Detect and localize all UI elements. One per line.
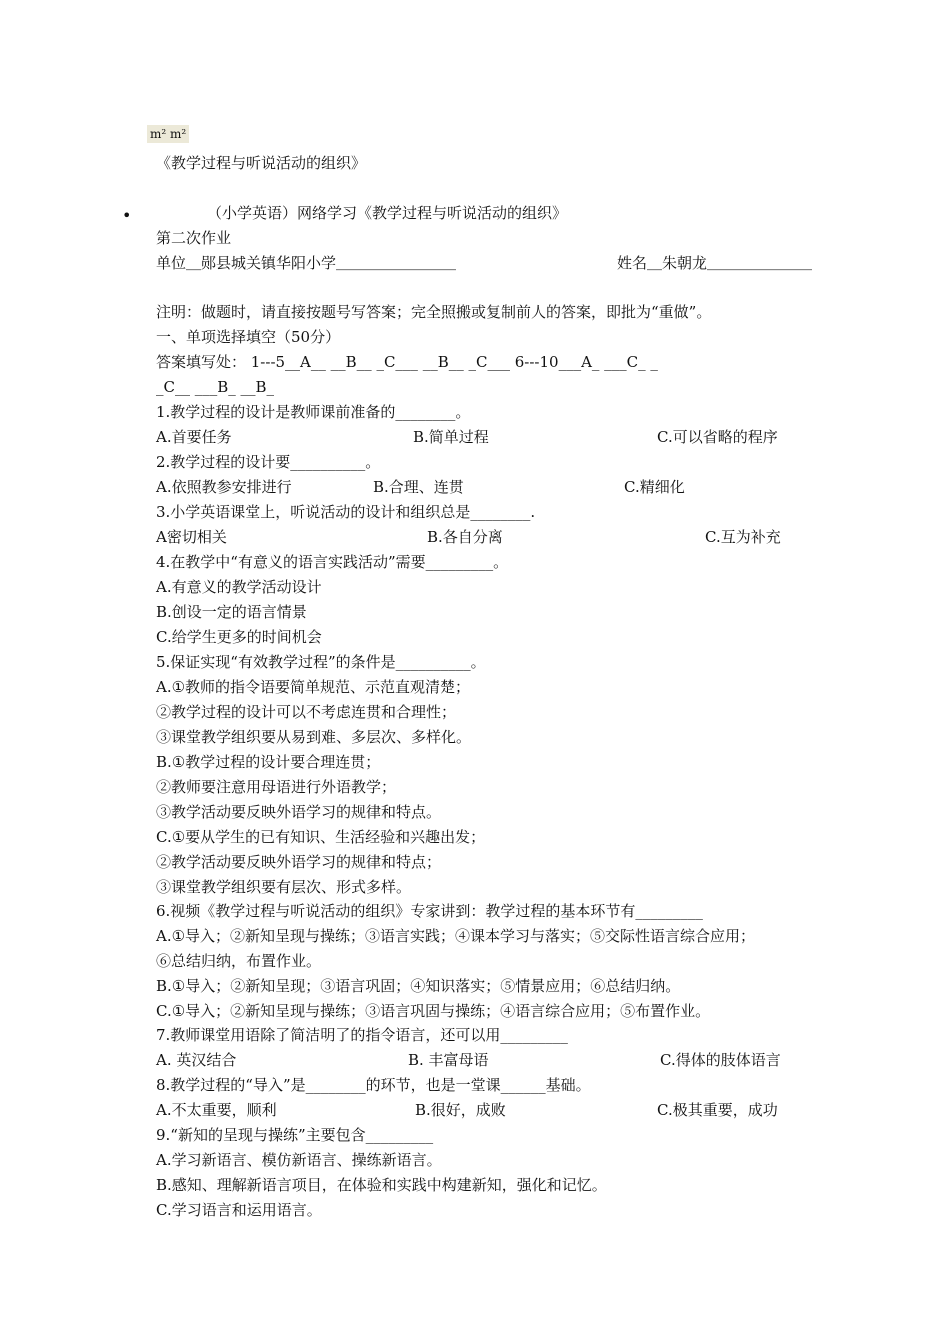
q5-option-b-1: B.①教学过程的设计要合理连贯； (156, 753, 381, 771)
note: 注明：做题时，请直接按题号写答案；完全照搬或复制前人的答案，即批为“重做”。 (156, 303, 712, 321)
q4-option-c: C.给学生更多的时间机会 (156, 628, 322, 646)
answer-line-1: 答案填写处： 1---5__A__ __B__ _C___ __B__ _C___ 6---10___A_ ___C_ _ (156, 353, 658, 371)
unit-field: 单位＿郧县城关镇华阳小学＿＿＿＿＿＿＿＿ (156, 254, 457, 272)
question-2: 2.教学过程的设计要__________。 (156, 453, 381, 471)
q5-option-c-1: C.①要从学生的已有知识、生活经验和兴趣出发； (156, 828, 486, 846)
question-5: 5.保证实现“有效教学过程”的条件是__________。 (156, 653, 486, 671)
q5-option-b-2: ②教师要注意用母语进行外语教学； (156, 778, 397, 796)
question-8: 8.教学过程的“导入”是________的环节，也是一堂课______基础。 (156, 1076, 591, 1094)
q5-option-c-2: ②教学活动要反映外语学习的规律和特点； (156, 853, 442, 871)
question-7: 7.教师课堂用语除了简洁明了的指令语言，还可以用_________ (156, 1026, 568, 1044)
q4-option-a: A.有意义的教学活动设计 (156, 578, 322, 596)
question-4: 4.在教学中“有意义的语言实践活动”需要_________。 (156, 553, 509, 571)
question-6: 6.视频《教学过程与听说活动的组织》专家讲到：教学过程的基本环节有_________ (156, 902, 703, 920)
q8-option-a: A.不太重要，顺利 (156, 1101, 277, 1119)
q5-option-a-2: ②教学过程的设计可以不考虑连贯和合理性； (156, 703, 457, 721)
q6-option-a-1: A.①导入；②新知呈现与操练；③语言实践；④课本学习与落实；⑤交际性语言综合应用； (156, 927, 756, 945)
q1-option-b: B.简单过程 (413, 428, 489, 446)
name-field: 姓名＿朱朝龙＿＿＿＿＿＿＿ (617, 254, 813, 272)
q2-option-b: B.合理、连贯 (373, 478, 464, 496)
q7-option-c: C.得体的肢体语言 (660, 1051, 781, 1069)
q9-option-b: B.感知、理解新语言项目，在体验和实践中构建新知，强化和记忆。 (156, 1176, 607, 1194)
q3-option-c: C.互为补充 (705, 528, 781, 546)
q1-option-a: A.首要任务 (156, 428, 232, 446)
answer-line-2: _C__ ___B_ __B_ (156, 378, 275, 396)
course-title: （小学英语）网络学习《教学过程与听说活动的组织》 (207, 204, 568, 222)
question-9: 9.“新知的呈现与操练”主要包含_________ (156, 1126, 434, 1144)
q6-option-a-2: ⑥总结归纳，布置作业。 (156, 952, 322, 970)
q5-option-c-3: ③课堂教学组织要有层次、形式多样。 (156, 878, 412, 896)
q6-option-c: C.①导入；②新知呈现与操练；③语言巩固与操练；④语言综合应用；⑤布置作业。 (156, 1002, 711, 1020)
q9-option-a: A.学习新语言、模仿新语言、操练新语言。 (156, 1151, 442, 1169)
q2-option-c: C.精细化 (624, 478, 685, 496)
doc-title: 《教学过程与听说活动的组织》 (156, 154, 367, 172)
q8-option-b: B.很好，成败 (415, 1101, 506, 1119)
q5-option-b-3: ③教学活动要反映外语学习的规律和特点。 (156, 803, 442, 821)
bullet-icon: • (122, 206, 132, 225)
q9-option-c: C.学习语言和运用语言。 (156, 1201, 322, 1219)
section-heading: 一、单项选择填空（50分） (156, 328, 341, 346)
q1-option-c: C.可以省略的程序 (657, 428, 778, 446)
q4-option-b: B.创设一定的语言情景 (156, 603, 307, 621)
q5-option-a-3: ③课堂教学组织要从易到难、多层次、多样化。 (156, 728, 472, 746)
question-1: 1.教学过程的设计是教师课前准备的________。 (156, 403, 471, 421)
q7-option-a: A. 英汉结合 (156, 1051, 237, 1069)
q8-option-c: C.极其重要，成功 (657, 1101, 778, 1119)
q6-option-b: B.①导入；②新知呈现；③语言巩固；④知识落实；⑤情景应用；⑥总结归纳。 (156, 977, 681, 995)
q2-option-a: A.依照教参安排进行 (156, 478, 292, 496)
q5-option-a-1: A.①教师的指令语要简单规范、示范直观清楚； (156, 678, 471, 696)
q7-option-b: B. 丰富母语 (408, 1051, 489, 1069)
assignment-label: 第二次作业 (156, 229, 232, 247)
tag-label: m² m² (147, 125, 189, 143)
q3-option-a: A密切相关 (156, 528, 227, 546)
question-3: 3.小学英语课堂上，听说活动的设计和组织总是________. (156, 503, 536, 521)
q3-option-b: B.各自分离 (427, 528, 503, 546)
